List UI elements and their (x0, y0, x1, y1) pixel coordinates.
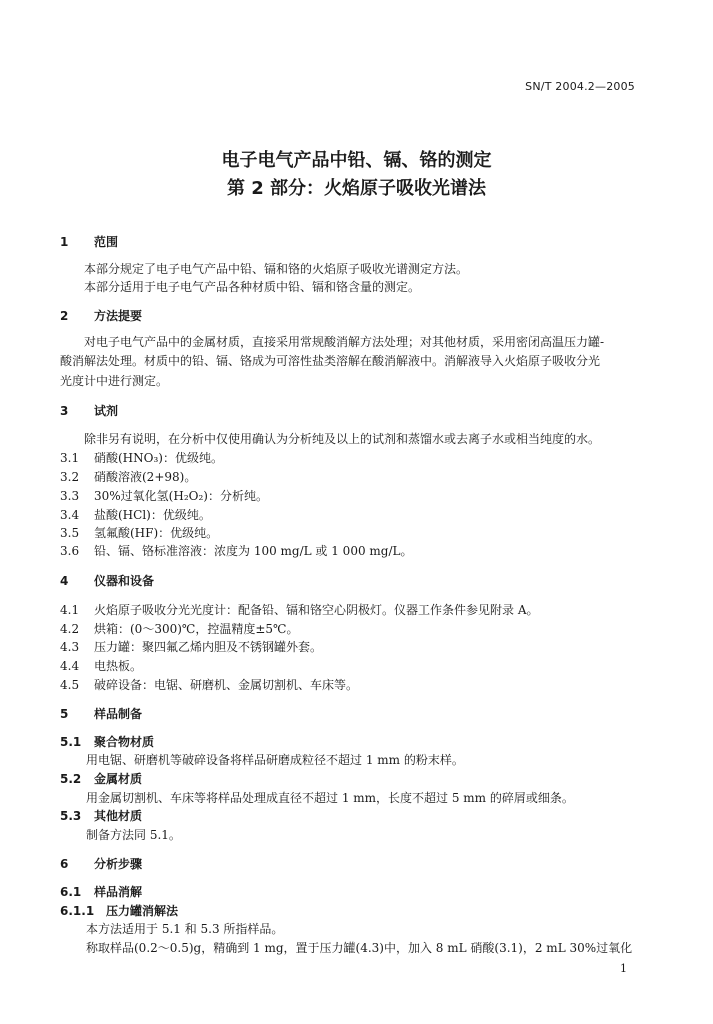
section-2-line-2: 酸消解法处理。材质中的铅、镉、铬成为可溶性盐类溶解在酸消解液中。消解液导入火焰原子吸收分光 (60, 354, 601, 368)
subsection-title: 压力罐消解法 (106, 904, 179, 918)
subsection-5-2-text: 用金属切割机、车床等将样品处理成直径不超过 1 mm，长度不超过 5 mm 的碎屑或细条。 (86, 791, 574, 805)
subsection-number: 5.3 (60, 809, 82, 823)
section-title: 范围 (94, 235, 119, 249)
item-text: 压力罐：聚四氟乙烯内胆及不锈钢罐外套。 (94, 640, 323, 654)
list-item (60, 469, 196, 485)
item-number: 4.4 (60, 659, 80, 673)
list-item (60, 543, 412, 559)
section-title: 样品制备 (94, 707, 143, 721)
section-6-heading (60, 856, 142, 872)
section-number: 1 (60, 235, 69, 249)
title-line-2: 第 2 部分：火焰原子吸收光谱法 (226, 178, 487, 199)
subsection-5-2-heading (60, 771, 142, 787)
standard-number: SN/T 2004.2—2005 (525, 80, 635, 93)
item-text: 电热板。 (94, 659, 143, 673)
section-1-paragraph-2: 本部分适用于电子电气产品各种材质中铅、镉和铬含量的测定。 (84, 280, 421, 294)
item-number: 4.1 (60, 603, 80, 617)
title-line-1: 电子电气产品中铅、镉、铬的测定 (221, 150, 492, 171)
subsection-5-1-heading (60, 734, 154, 750)
item-number: 4.5 (60, 678, 80, 692)
item-text: 氢氟酸(HF)：优级纯。 (94, 526, 219, 540)
list-item (60, 507, 211, 523)
item-number: 4.3 (60, 640, 80, 654)
section-title: 分析步骤 (94, 857, 143, 871)
section-number: 2 (60, 309, 69, 323)
item-text: 铅、镉、铬标准溶液：浓度为 100 mg/L 或 1 000 mg/L。 (94, 544, 413, 558)
item-text: 盐酸(HCl)：优级纯。 (94, 508, 211, 522)
section-number: 5 (60, 707, 69, 721)
item-number: 3.6 (60, 544, 80, 558)
section-3-heading (60, 403, 118, 419)
item-number: 3.2 (60, 470, 80, 484)
subsection-5-3-heading (60, 808, 142, 824)
subsection-5-3-text: 制备方法同 5.1。 (86, 828, 181, 842)
list-item (60, 488, 268, 504)
subsection-6-1-1-line-1: 本方法适用于 5.1 和 5.3 所指样品。 (86, 922, 284, 936)
list-item (60, 658, 142, 674)
item-text: 破碎设备：电锯、研磨机、金属切割机、车床等。 (94, 678, 359, 692)
section-1-paragraph-1: 本部分规定了电子电气产品中铅、镉和铬的火焰原子吸收光谱测定方法。 (84, 262, 469, 276)
section-number: 6 (60, 857, 69, 871)
item-number: 3.4 (60, 508, 80, 522)
section-1-heading (60, 234, 118, 250)
item-number: 3.1 (60, 451, 80, 465)
section-5-heading (60, 706, 142, 722)
list-item (60, 639, 322, 655)
item-text: 硝酸(HNO₃)：优级纯。 (94, 451, 223, 465)
subsection-5-1-text: 用电锯、研磨机等破碎设备将样品研磨成粒径不超过 1 mm 的粉末样。 (86, 753, 464, 767)
item-text: 烘箱：(0～300)℃，控温精度±5℃。 (94, 622, 299, 636)
list-item (60, 677, 358, 693)
list-item (60, 621, 298, 637)
subsection-number: 5.2 (60, 772, 82, 786)
section-title: 仪器和设备 (94, 574, 155, 588)
item-text: 30%过氧化氢(H₂O₂)：分析纯。 (94, 489, 268, 503)
subsection-6-1-1-line-2: 称取样品(0.2～0.5)g，精确到 1 mg，置于压力罐(4.3)中，加入 8 mL 硝酸(3.1)，2 mL 30%过氧化 (86, 941, 633, 955)
list-item (60, 525, 218, 541)
list-item (60, 602, 538, 618)
subsection-6-1-1-heading (60, 903, 178, 919)
section-2-heading (60, 308, 142, 324)
item-text: 火焰原子吸收分光光度计：配备铅、镉和铬空心阴极灯。仪器工作条件参见附录 A。 (94, 603, 539, 617)
section-title: 试剂 (94, 404, 119, 418)
subsection-title: 其他材质 (94, 809, 143, 823)
section-3-intro: 除非另有说明，在分析中仅使用确认为分析纯及以上的试剂和蒸馏水或去离子水或相当纯度的水。 (84, 432, 601, 446)
subsection-number: 6.1 (60, 885, 82, 899)
section-number: 4 (60, 574, 69, 588)
subsection-number: 6.1.1 (60, 904, 95, 918)
subsection-title: 金属材质 (94, 772, 143, 786)
section-4-heading (60, 573, 154, 589)
section-2-line-1: 对电子电气产品中的金属材质，直接采用常规酸消解方法处理；对其他材质，采用密闭高温压力罐- (84, 335, 605, 349)
item-number: 3.5 (60, 526, 80, 540)
section-2-line-3: 光度计中进行测定。 (60, 374, 169, 388)
item-number: 4.2 (60, 622, 80, 636)
list-item (60, 450, 223, 466)
item-text: 硝酸溶液(2+98)。 (94, 470, 197, 484)
subsection-title: 样品消解 (94, 885, 143, 899)
page-number: 1 (620, 962, 627, 975)
item-number: 3.3 (60, 489, 80, 503)
subsection-title: 聚合物材质 (94, 735, 155, 749)
section-number: 3 (60, 404, 69, 418)
subsection-6-1-heading (60, 884, 142, 900)
section-title: 方法提要 (94, 309, 143, 323)
subsection-number: 5.1 (60, 735, 82, 749)
